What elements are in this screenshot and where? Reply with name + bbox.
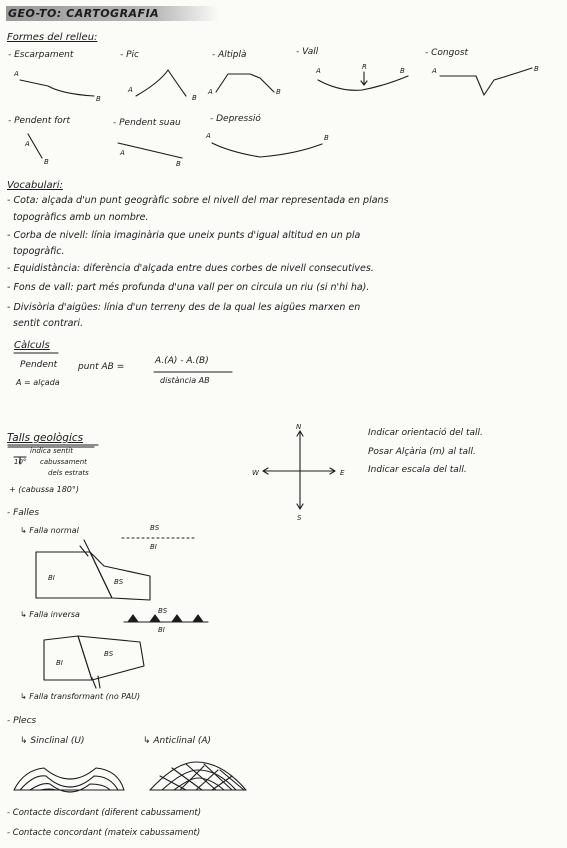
vocab-corba-cont: topogràfic. (13, 246, 65, 257)
contacte-concordant: - Contacte concordant (mateix cabussament) (7, 828, 201, 838)
vocab-equidistancia: - Equidistància: diferència d'alçada entre dues corbes de nivell consecutives. (7, 263, 374, 274)
compass-rose (252, 423, 345, 522)
talls-heading: Talls geològics (7, 432, 84, 444)
forma-pendent-fort-label: - Pendent fort (8, 116, 71, 126)
instruction-escala: Indicar escala del tall. (368, 465, 467, 475)
vall-point-b: B (400, 67, 405, 75)
altipla-sketch (207, 74, 281, 96)
talls-symbol: 10° (14, 458, 27, 466)
calculs-pendent: Pendent (20, 360, 58, 370)
escarpament-sketch (13, 70, 101, 103)
vocabulari-heading: Vocabulari: (7, 180, 63, 191)
depressio-point-b: B (324, 134, 329, 142)
falla-normal-bs: BS (114, 578, 124, 586)
pendent-fort-sketch (24, 134, 49, 166)
pic-point-a: A (128, 86, 133, 94)
vall-point-a: A (316, 67, 321, 75)
talls-symbol-line3: dels estrats (48, 469, 89, 477)
depressio-sketch (205, 132, 329, 157)
escarpament-point-a: A (14, 70, 19, 78)
falla-inversa-label: ↳ Falla inversa (20, 610, 80, 619)
pendent-fort-point-b: B (44, 158, 49, 166)
pendent-suau-point-b: B (176, 160, 181, 168)
talls-symbol-line1: indica sentit (30, 447, 73, 455)
vall-sketch (315, 63, 408, 90)
forma-depressio-label: - Depressió (210, 114, 261, 124)
vocab-divisoria-cont: sentit contrari. (13, 318, 83, 329)
pic-sketch (127, 70, 197, 102)
plec-sinclinal-label: ↳ Sinclinal (U) (20, 736, 85, 746)
pendent-suau-sketch (118, 143, 182, 168)
anticlinal-sketch (150, 762, 246, 790)
vocab-cota: - Cota: alçada d'un punt geogràfic sobre el nivell del mar representada en plans (7, 195, 389, 206)
forma-congost-label: - Congost (425, 48, 469, 58)
forma-altipla-label: - Altiplà (212, 50, 247, 60)
instruction-orientacio: Indicar orientació del tall. (368, 428, 483, 438)
calculs-punt-ab: punt AB = (78, 362, 125, 372)
falla-normal-label: ↳ Falla normal (20, 526, 79, 535)
falla-inversa-sketch (44, 607, 208, 688)
talls-symbol-line2: cabussament (40, 458, 87, 466)
formes-heading: Formes del relleu: (7, 32, 98, 43)
falla-inversa-bs-top: BS (158, 607, 168, 615)
congost-point-a: A (432, 67, 437, 75)
plecs-heading: - Plecs (7, 716, 37, 726)
forma-vall-label: - Vall (296, 47, 319, 57)
pendent-suau-point-a: A (120, 149, 125, 157)
falla-normal-bi-top: BI (150, 543, 157, 551)
vocab-divisoria: - Divisòria d'aigües: línia d'un terreny des de la qual les aigües marxen en (7, 302, 361, 313)
compass-w: W (252, 469, 259, 477)
forma-pic-label: - Pic (120, 50, 139, 60)
depressio-point-a: A (206, 132, 211, 140)
pic-point-b: B (192, 94, 197, 102)
falles-heading: - Falles (7, 508, 40, 518)
forma-escarpament-label: - Escarpament (8, 50, 74, 60)
calculs-heading: Càlculs (14, 340, 50, 351)
instruction-alcaria: Posar Alçària (m) al tall. (368, 447, 476, 457)
calculs-denominator: distància AB (160, 376, 210, 385)
pendent-fort-point-a: A (25, 140, 30, 148)
falla-normal-bs-top: BS (150, 524, 160, 532)
altipla-point-b: B (276, 88, 281, 96)
altipla-point-a: A (208, 88, 213, 96)
congost-sketch (431, 65, 539, 95)
calculs-note: A = alçada (16, 378, 60, 387)
falla-inversa-bi-top: BI (158, 626, 165, 634)
vocab-fons-vall: - Fons de vall: part més profunda d'una vall per on circula un riu (si n'hi ha). (7, 282, 370, 293)
falla-inversa-bs: BS (104, 650, 114, 658)
falla-normal-sketch (36, 524, 194, 600)
falla-normal-bi: BI (48, 574, 55, 582)
escarpament-point-b: B (96, 95, 101, 103)
plec-anticlinal-label: ↳ Anticlinal (A) (143, 736, 212, 746)
forma-pendent-suau-label: - Pendent suau (113, 118, 181, 128)
calculs-numerator: A.(A) - A.(B) (155, 356, 209, 366)
vocab-cota-cont: topogràfics amb un nombre. (13, 212, 149, 223)
vocab-corba: - Corba de nivell: línia imaginària que uneix punts d'igual altitud en un pla (7, 230, 361, 241)
compass-s: S (297, 514, 302, 522)
falla-transformant-label: ↳ Falla transformant (no PAU) (20, 692, 141, 701)
talls-note: + (cabussa 180°) (9, 485, 79, 494)
contacte-discordant: - Contacte discordant (diferent cabussament) (7, 808, 202, 818)
congost-point-b: B (534, 65, 539, 73)
compass-e: E (340, 469, 345, 477)
page-title: GEO-TO: CARTOGRAFIA (6, 6, 219, 21)
compass-n: N (296, 423, 302, 431)
sinclinal-sketch (14, 768, 124, 792)
falla-inversa-bi: BI (56, 659, 63, 667)
vall-point-r: R (362, 63, 367, 71)
